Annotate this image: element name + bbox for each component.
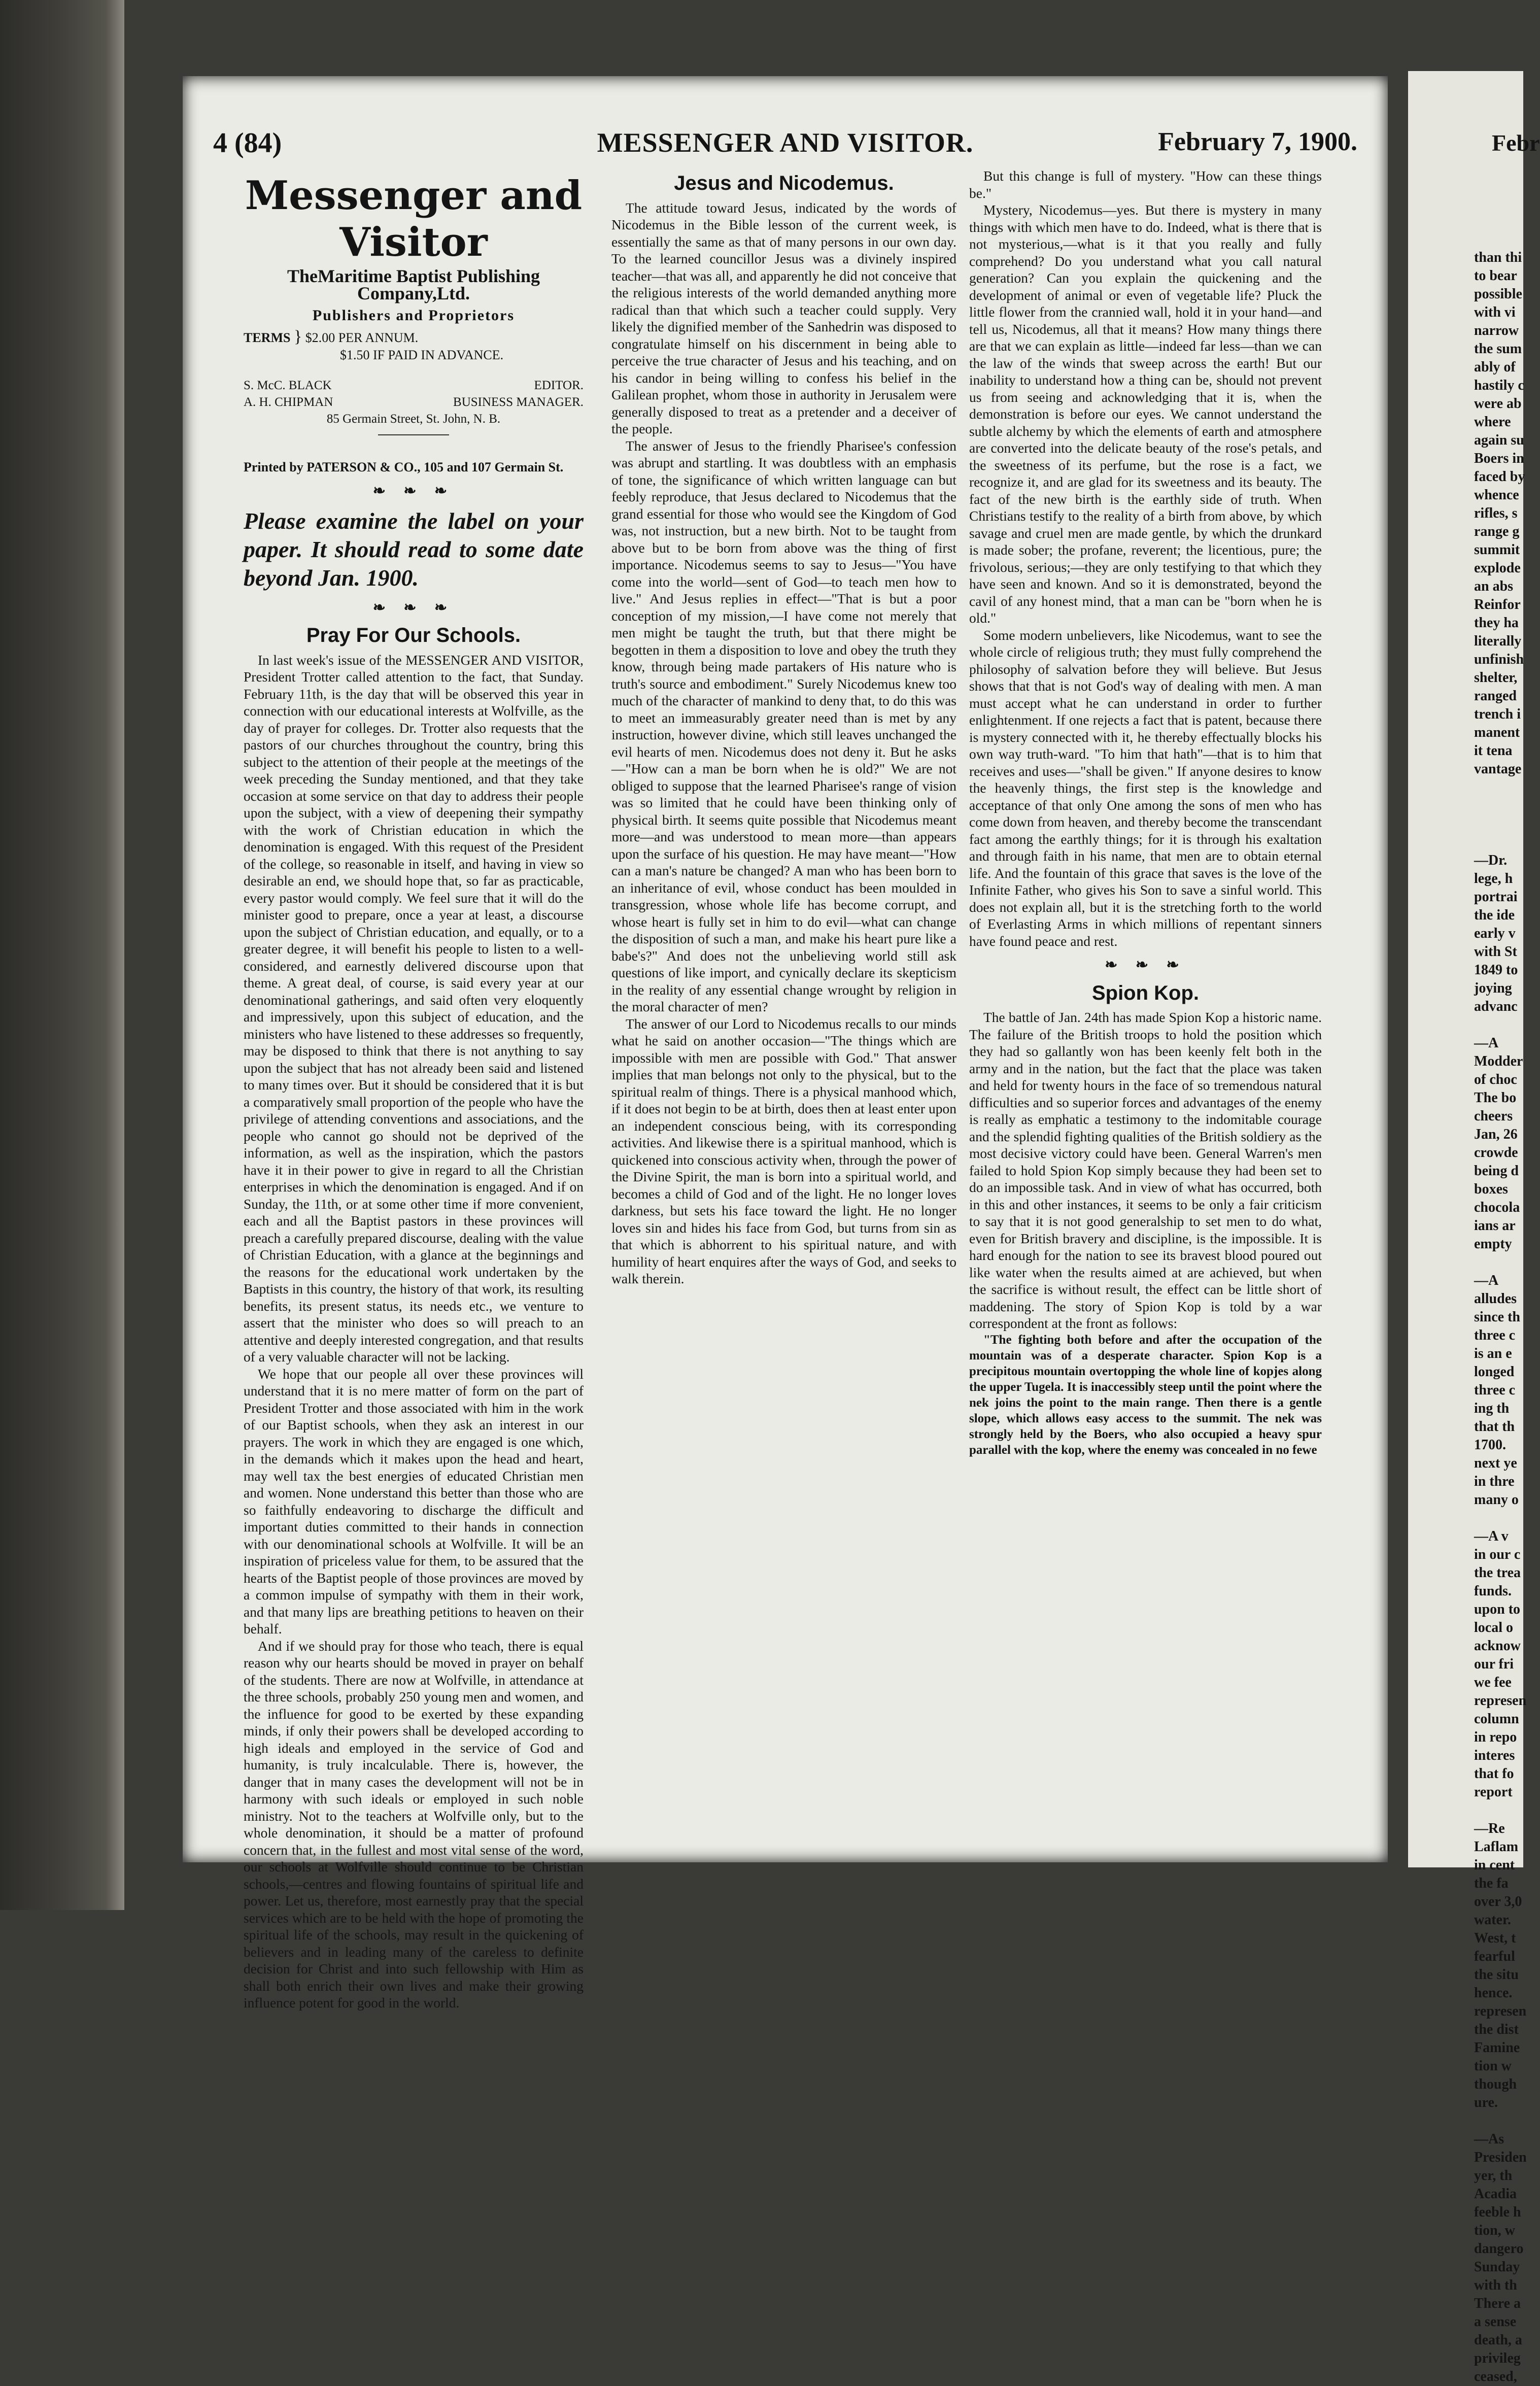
terms-line-1: $2.00 PER ANNUM. [305,330,419,345]
article-paragraph: Mystery, Nicodemus—yes. But there is mystery in many things with which men have to do. Indeed, what is there that is not mysterious,—what is it that you really and fully comprehend? Do you understand what you call natural generation? Can you explain the quickening and the development of animal or even of vegetable life? Pluck the little flower from the crannied wall, hold it in your hand—and tell us, Nicodemus, all that it means? How many things there are that we can explain as little—indeed far less—than we can the law of the winds that sweep across the earth! But our inability to understand how a thing can be, should not prevent us from seeing and acknowledging that it is, when the demonstration is before our eyes. We cannot understand the subtle alchemy by which the elements of earth and atmosphere are converted into the delicate beauty of the rose's petals, and the sweetness of its perfume, but the rose is a fact, we recognize it, and are glad for its sweetness and its beauty. The fact of the new birth is the earthly side of truth. When Christians testify to the reality of a birth from above, by which savage and cruel men are made gentle, by which the drunkard is made sober; the profane, reverent; the licentious, pure; the frivolous, serious;—they are only testifying to that which they have seen and known. And so it is demonstrated, beyond the cavil of any honest mind, that a man can be "born when he is old." [969,202,1322,626]
divider-rule [378,434,449,435]
article-paragraph: In last week's issue of the MESSENGER AND VISITOR, President Trotter called attention to the fact, that Sunday. February 11th, is the day that will be observed this year in connection with our educational interests at Wolfville, as the day of prayer for colleges. Dr. Trotter also requests that the pastors of our churches throughout the country, bring this subject to the attention of their people at the meetings of the week preceding the Sunday mentioned, and that they take occasion at some service on that day to address their people upon the subject, with a view of deepening their sympathy with the work of Christian education in which the denomination is engaged. With this request of the President of the college, so reasonable in itself, and having in view so desirable an end, we should hope that, so far as practicable, every pastor would comply. We feel sure that it will do the minister good to prepare, once a year at least, a discourse upon the subject of Christian education, and equally, or to a greater degree, it will benefit his people to listen to a well-considered, and earnestly delivered discourse upon that theme. A great deal, of course, is said every year at our denominational gatherings, and said often very eloquently and impressively, upon this subject of education, and the ministers who have listened to these addresses so frequently, may be disposed to think that there is not anything to say upon the subject that has not already been said and listened to many times over. But it should be considered that it is but a comparatively small proportion of the people who have the privilege of attending conventions and associations, and the people who cannot go should not be deprived of the information, as well as the inspiration, which the pastors have it in their power to give in regard to all the Christian enterprises in which the denomination is engaged. And if on Sunday, the 11th, or at some other time if more convenient, each and all the Baptist pastors in these provinces will preach a carefully prepared discourse, dealing with the value of Christian Education, with a glance at the beginnings and the reasons for the educational work undertaken by the Baptists in this country, the history of that work, its resulting benefits, its present status, its needs etc., we venture to assert that the minister who does so will preach to an attentive and deeply interested congregation, and that results of a very valuable character will not be lacking. [244,652,584,1365]
ornament: ❧ ❧ ❧ [1105,957,1186,973]
masthead-title: Messenger and Visitor [245,173,583,265]
article-paragraph: The battle of Jan. 24th has made Spion Kop a historic name. The failure of the British troops to hold the position which they had so gallantly won has been keenly felt both in the army and in the nation, but the fact that the place was taken and held for twenty hours in the face of so tremendous natural difficulties and so superior forces and advantages of the enemy is really as emphatic a testimony to the indomitable courage and the splendid fighting qualities of the British soldiery as the most decisive victory could have been. General Warren's men failed to hold Spion Kop simply because they had been set to do an impossible task. And in view of what has occurred, both in this and other instances, it seems to be only a fair criticism to say that it is not good generalship to set men to do what, even for British bravery and discipline, is the impossible. It is hard enough for the nation to see its bravest blood poured out like water when the results aimed at are achieved, but when the sacrifice is without result, the effect can be little short of maddening. The story of Spion Kop is told by a war correspondent at the front as follows: [969,1009,1322,1331]
ornament: ❧ ❧ ❧ [372,599,455,616]
manager-role: BUSINESS MANAGER. [453,395,584,409]
terms-label: TERMS [244,330,291,345]
book-spine-edge [0,0,124,1910]
column-2 [611,172,956,1287]
adjacent-page-text: than thi to bear possible with vi narrow the sum ably of hastily c were ab where again su Boers in faced by whence rifles, s range g summit explode an abs Reinfor they ha literally unfinish shelter, ranged trench i manent it tena vantage —Dr. lege, h portrai the ide early v with St 1849 to joying advanc —A Modder of choc The bo cheers Jan, 26 crowde being d boxes chocola ians ar empty —A alludes since th three c is an e longed three c ing th that th 1700. next ye in thre many o —A v in our c the trea funds. upon to local o acknow our fri we fee represen column in repo interes that fo report —Re Laflam in cent the fa over 3,0 water. West, t fearful the situ hence. represen the dist Famine tion w though ure. —As Presiden yer, th Acadia feeble h tion, w dangero Sunday with th There a a sense death, a privileg ceased, [1474,250,1527,2384]
printer-credit: Printed by PATERSON & CO., 105 and 107 Germain St. [244,459,564,474]
newspaper-page [183,76,1388,2010]
article-paragraph: Some modern unbelievers, like Nicodemus, want to see the whole circle of religious truth; they must fully comprehend the philosophy of salvation before they will believe. But Jesus shows that that is not God's way of dealing with men. A man must accept what he can understand in order to further enlightenment. If one rejects a fact that is patent, because there is mystery connected with it, he thereby effectually blocks his own way truth-ward. "To him that hath"—that is to him that receives and uses—"shall be given." If anyone desires to know the heavenly things, the first step is the knowledge and acceptance of that only One among the sons of men who has come down from heaven, and thereby become the transcendant fact among the earthly things; for it is through his exaltation and through faith in his name, that men are to obtain eternal life. And the fountain of this grace that saves is the love of the Infinite Father, who gives his Son to save a sinful world. This does not explain all, but it is the stretching forth to the world of Everlasting Arms in which millions of repentant sinners have found peace and rest. [969,627,1322,949]
running-title: MESSENGER AND VISITOR. [597,127,974,158]
staff-listing [244,377,584,427]
article-paragraph: But this change is full of mystery. "How can these things be." [969,168,1322,201]
manager-name: A. H. CHIPMAN [244,395,333,409]
label-notice: Please examine the label on your paper. It should read to some date beyond Jan. 1900. [244,507,584,591]
office-address: 85 Germain Street, St. John, N. B. [326,412,501,426]
ornament: ❧ ❧ ❧ [372,483,455,499]
article-paragraph: The answer of our Lord to Nicodemus recalls to our minds what he said on another occasion—"The things which are impossible with men are possible with God." That answer implies that man belongs not only to the physical, but to the spiritual realm of things. There is a physical manhood which, if it does not begin to be at birth, does then at least enter upon an independent conscious being, with its corresponding activities. And likewise there is a spiritual manhood, which is quickened into conscious activity when, through the power of the Divine Spirit, the man is born into a spiritual world, and becomes a child of God and of the light. He no longer loves darkness, but sets his face toward the light. He no longer loves sin and hides his face from God, but turns from sin as that which is abhorrent to his spiritual nature, and with humility of heart enquires after the ways of God, and seeks to walk therein. [611,1015,956,1286]
article-title-pray-for-schools: Pray For Our Schools. [306,624,521,646]
editor-role: EDITOR. [534,378,584,392]
article-paragraph: The attitude toward Jesus, indicated by the words of Nicodemus in the Bible lesson of the current week, is essentially the same as that of many persons in our own day. To the learned councillor Jesus was a divinely inspired teacher—that was all, and apparently he did not conceive that the religious interests of the world demanded anything more radical than that which such a teacher could supply. Very likely the dignified member of the Sanhedrin was disposed to congratulate himself on his discernment in being able to perceive the true character of Jesus and his teaching, and on his candor in being willing to confess his belief in the Galilean prophet, whom those in authority in Jerusalem were generally disposed to treat as a pretender and a deceiver of the people. [611,199,956,436]
terms-line-2: $1.50 IF PAID IN ADVANCE. [340,347,504,362]
publisher-name: TheMaritime Baptist Publishing Company,Ltd. [287,266,540,303]
subscription-terms: TERMS } $2.00 PER ANNUM. $1.50 IF PAID IN ADVANCE. [244,327,504,362]
article-title-jesus-and-nicodemus: Jesus and Nicodemus. [674,172,894,194]
page-header [213,127,1357,167]
article-title-spion-kop: Spion Kop. [1091,981,1200,1004]
column-1 [244,173,584,2012]
war-correspondent-quote: "The fighting both before and after the occupation of the mountain was of a desperate character. Spion Kop is a precipitous mountain overtopping the whole line of kopjes along the upper Tugela. It is inaccessibly steep until the point where the nek joins the point to the main range. Then there is a gentle slope, which allows easy access to the summit. The nek was strongly held by the Boers, who also occupied a heavy spur parallel with the kop, where the enemy was concealed in no fewe [969,1333,1322,1457]
adjacent-page-header: Febr [1492,130,1540,156]
article-paragraph: The answer of Jesus to the friendly Pharisee's confession was abrupt and startling. It was doubtless with an emphasis of tone, the significance of which written language can but feebly reproduce, that Jesus declared to Nicodemus that the grand essential for those who would see the Kingdom of God was, not instruction, but a new birth. Not to be taught from above but to be born from above was the thing of first importance. Nicodemus seems to say to Jesus—"You have come into the world—sent of God—to teach men how to live." And Jesus replies in effect—"That is but a poor conception of my mission,—I have come not merely that men might be taught the truth, but that there might be begotten in them a disposition to love and obey the truth they know, through being made partakers of His nature who is truth's source and embodiment." Surely Nicodemus knew too much of the character of mankind to deny that, to do this was to meet an immeasurably greater need than is met by any instruction, however divine, which still leaves unchanged the evil hearts of men. Nicodemus does not deny it. But he asks—"How can a man be born when he is old?" We are not obliged to suppose that the learned Pharisee's range of vision was so limited that he could have been thinking only of physical birth. It seems quite possible that Nicodemus meant more—and was understood to mean more—than appears upon the surface of his question. He may have meant—"How can a man's nature be changed? A man who has been born to an inheritance of evil, whose conduct has been moulded in transgression, whose whole life has become corrupt, and whose heart is fully set in him to do evil—what can change the disposition of such a man, and make his heart pure like a babe's?" And does not the unbelieving world still ask questions of like import, and cynically declare its skepticism in the reality of any essential change wrought by religion in the moral character of men? [611,437,956,1014]
article-paragraph: We hope that our people all over these provinces will understand that it is no mere matter of form on the part of President Trotter and those associated with him in the work of our Baptist schools, when they ask an interest in our prayers. The work in which they are engaged is one which, in the demands which it makes upon the head and heart, may well tax the best energies of educated Christian men and women. None understand this better than those who are so faithfully endeavoring to discharge the difficult and important duties committed to their hands in connection with our denominational schools at Wolfville. It will be an inspiration of priceless value for them, to be assured that the hearts of the Baptist people of those provinces are moved by a common impulse of sympathy with them in their work, and that many lips are breathing petitions to heaven on their behalf. [244,1366,584,1637]
editor-name: S. McC. BLACK [244,378,332,392]
publisher-role: Publishers and Proprietors [312,307,515,324]
column-3 [969,167,1322,1458]
issue-date: February 7, 1900. [1158,127,1357,156]
article-paragraph: And if we should pray for those who teach, there is equal reason why our hearts should be moved in prayer on behalf of the students. There are now at Wolfville, in attendance at the three schools, probably 250 young men and women, and the influence for good to be exerted by these expanding minds, if only their powers shall be developed according to high ideals and employed in the service of God and humanity, is truly incalculable. There is, however, the danger that in many cases the development will not be in harmony with such ideals or employed in such noble ministry. Not to the teachers at Wolfville only, but to the whole denomination, it should be a matter of profound concern that, in the fullest and most vital sense of the word, our schools at Wolfville should continue to be Christian schools,—centres and flowing fountains of spiritual life and power. Let us, therefore, most earnestly pray that the special services which are to be held with the hope of promoting the spiritual life of the schools, may result in the quickening of believers and in leading many of the careless to definite decision for Christ and into such fellowship with Him as shall both enrich their own lives and make their growing influence potent for good in the world. [244,1638,584,2010]
page-number: 4 (84) [213,127,282,159]
adjacent-page-fragment [1408,71,1540,2384]
